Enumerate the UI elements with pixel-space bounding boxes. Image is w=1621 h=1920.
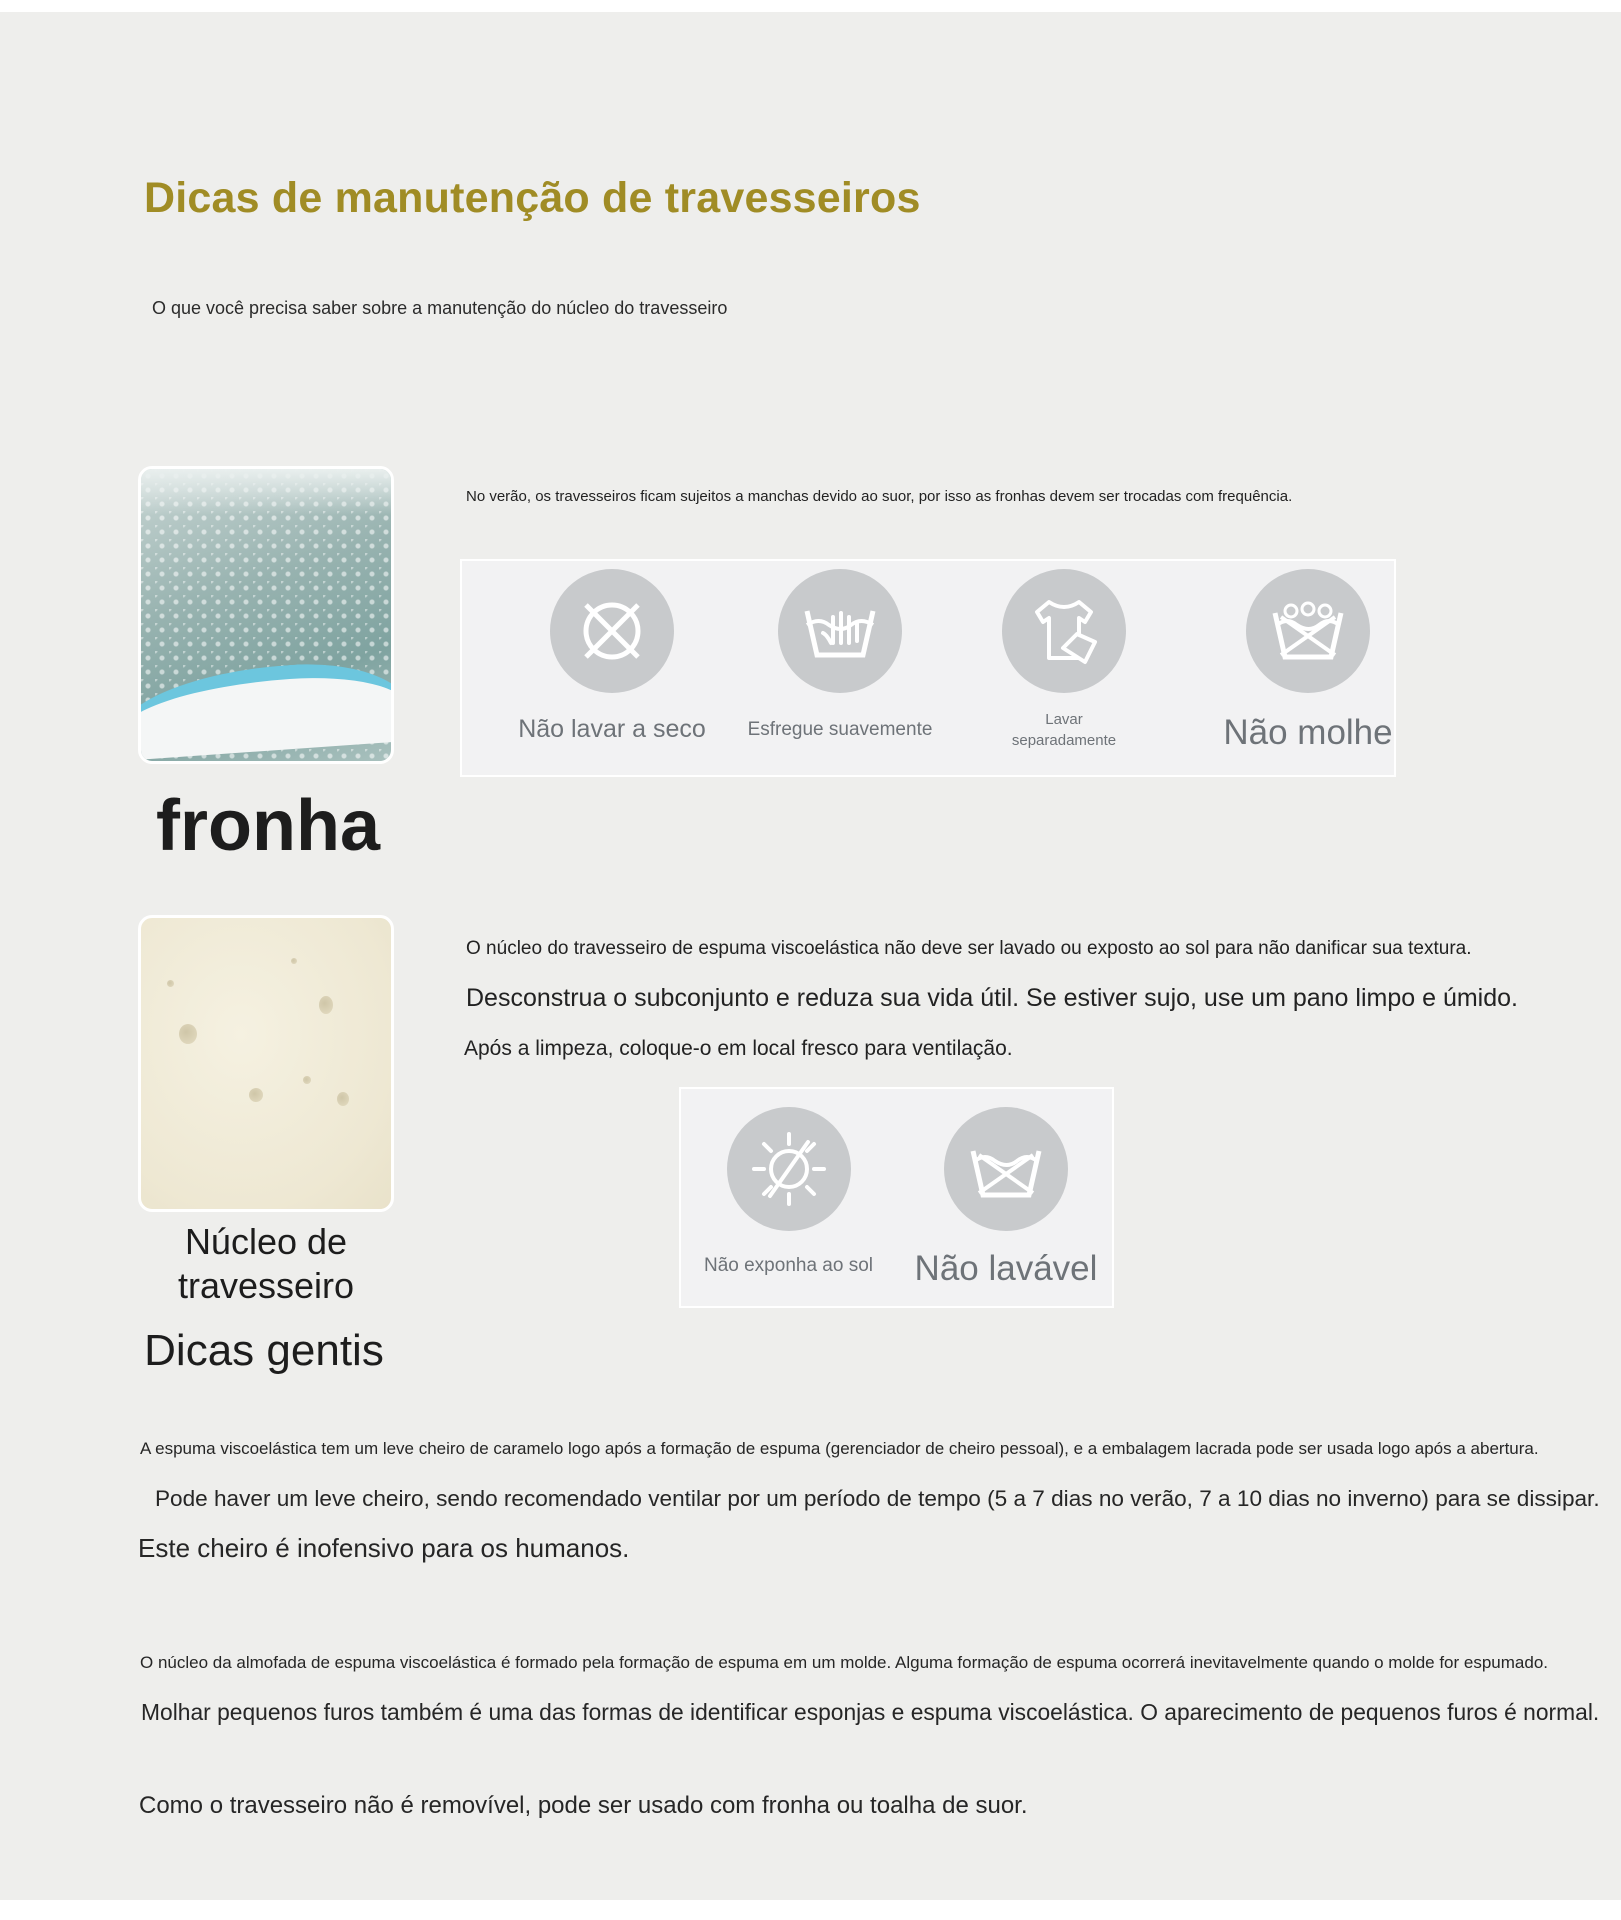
- care-icons-panel: [460, 559, 1396, 777]
- core-care-icons-panel: [679, 1087, 1114, 1308]
- pillowcase-note: No verão, os travesseiros ficam sujeitos a manchas devido ao suor, por isso as fronhas devem ser trocadas com frequência.: [466, 488, 1293, 505]
- tips-heading: Dicas gentis: [144, 1326, 384, 1375]
- hand-wash-icon: [778, 569, 902, 693]
- foam-hole: [337, 1092, 349, 1106]
- care-label-line: separadamente: [1011, 732, 1117, 749]
- not-washable-icon: [944, 1107, 1068, 1231]
- care-item-no-sun: [681, 1107, 896, 1277]
- care-item-not-washable: [901, 1107, 1111, 1289]
- pillow-core-label-line: travesseiro: [177, 1265, 355, 1306]
- tips-paragraph-4: O núcleo da almofada de espuma viscoelástica é formado pela formação de espuma em um molde. Alguma formação de espuma ocorrerá inevitavelmente quando o molde for espumado.: [140, 1653, 1549, 1672]
- pillow-piping: [138, 657, 394, 761]
- pillow-core-label-line: Núcleo de: [184, 1221, 348, 1262]
- tips-paragraph-2: Pode haver um leve cheiro, sendo recomendado ventilar por um período de tempo (5 a 7 dias no verão, 7 a 10 dias no inverno) para se dissipar.: [155, 1486, 1600, 1511]
- pillowcase-photo: [138, 466, 394, 764]
- care-label: Não molhe: [1223, 713, 1393, 752]
- care-label: Não lavar a seco: [518, 715, 706, 743]
- care-label: [964, 709, 1164, 751]
- foam-hole: [249, 1088, 263, 1102]
- core-instruction-2: Desconstrua o subconjunto e reduza sua vida útil. Se estiver sujo, use um pano limpo e úmido.: [466, 984, 1518, 1012]
- photo-highlight: [141, 469, 391, 515]
- tips-paragraph-3: Este cheiro é inofensivo para os humanos.: [138, 1533, 630, 1563]
- care-label: Não exponha ao sol: [703, 1255, 873, 1276]
- foam-hole: [179, 1024, 197, 1044]
- care-label: Não lavável: [914, 1249, 1098, 1288]
- core-instruction-1: O núcleo do travesseiro de espuma viscoelástica não deve ser lavado ou exposto ao sol para não danificar sua textura.: [466, 938, 1472, 959]
- care-item-no-dry-clean: [512, 569, 712, 744]
- foam-hole: [167, 980, 174, 987]
- no-dry-clean-icon: [550, 569, 674, 693]
- care-item-do-not-soak: [1188, 569, 1428, 753]
- tips-paragraph-5: Molhar pequenos furos também é uma das formas de identificar esponjas e espuma viscoelástica. O aparecimento de pequenos furos é normal.: [141, 1699, 1600, 1725]
- tips-paragraph-6: Como o travesseiro não é removível, pode ser usado com fronha ou toalha de suor.: [139, 1792, 1028, 1819]
- tips-paragraph-1: A espuma viscoelástica tem um leve cheiro de caramelo logo após a formação de espuma (gerenciador de cheiro pessoal), e a embalagem lacrada pode ser usada logo após a abertura.: [140, 1439, 1539, 1458]
- wash-separately-icon: [1002, 569, 1126, 693]
- foam-hole: [291, 958, 297, 964]
- care-label-line: Lavar: [1045, 711, 1083, 728]
- foam-hole: [319, 996, 333, 1014]
- no-sun-icon: [727, 1107, 851, 1231]
- pillowcase-label: fronha: [156, 786, 380, 866]
- do-not-soak-icon: [1246, 569, 1370, 693]
- care-item-hand-wash: [740, 569, 940, 741]
- pillow-core-photo: [138, 915, 394, 1212]
- page-subtitle: O que você precisa saber sobre a manutenção do núcleo do travesseiro: [152, 298, 728, 318]
- care-label: Esfregue suavemente: [747, 719, 933, 740]
- care-item-wash-separately: [964, 569, 1164, 751]
- page-title: Dicas de manutenção de travesseiros: [144, 174, 921, 222]
- foam-hole: [303, 1076, 311, 1084]
- pillow-core-label: [138, 1220, 394, 1308]
- core-instruction-3: Após a limpeza, coloque-o em local fresco para ventilação.: [464, 1037, 1013, 1060]
